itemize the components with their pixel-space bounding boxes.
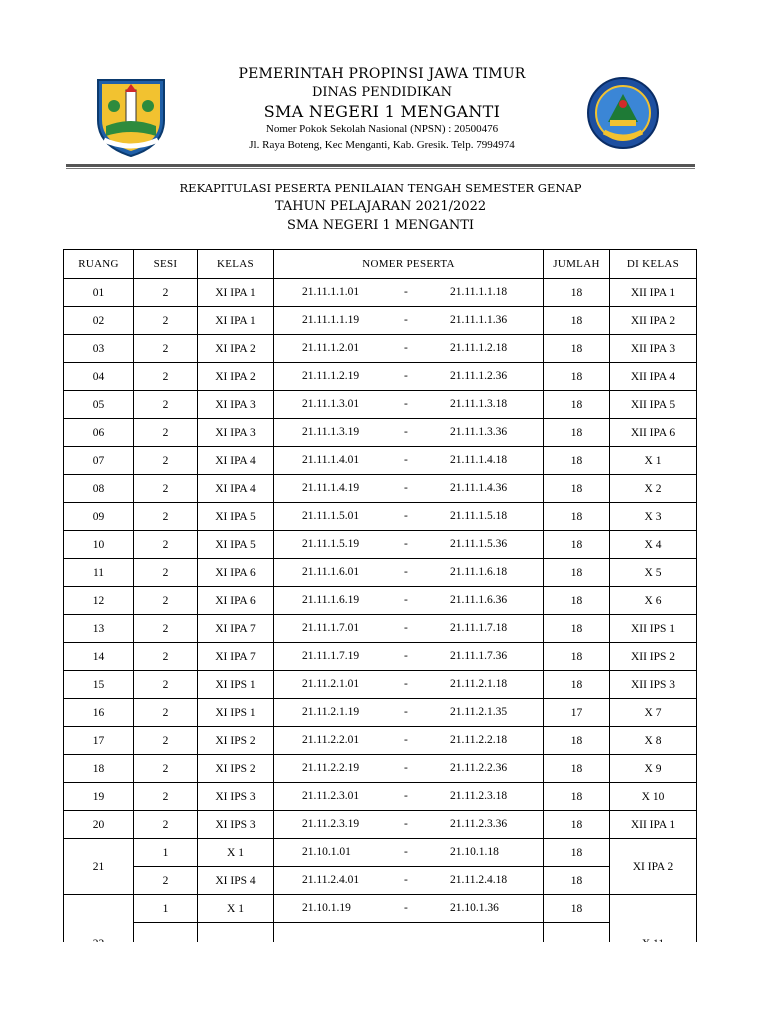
sesi-cell: 2 — [134, 391, 198, 419]
nomer-to: 21.11.1.2.18 — [450, 341, 508, 354]
nomer-peserta-cell — [274, 279, 544, 307]
nomer-from: 21.11.1.4.01 — [302, 453, 360, 466]
range-separator: - — [404, 817, 408, 830]
jumlah-cell: 18 — [544, 419, 610, 447]
jumlah-cell: 18 — [544, 839, 610, 867]
sesi-cell: 2 — [134, 363, 198, 391]
kelas-cell: XI IPA 4 — [198, 447, 274, 475]
nomer-from: 21.11.1.6.01 — [302, 565, 360, 578]
nomer-peserta-cell — [274, 755, 544, 783]
ruang-cell: 04 — [64, 363, 134, 391]
di-kelas-cell: XII IPA 6 — [610, 419, 697, 447]
nomer-peserta-cell — [274, 895, 544, 923]
kelas-cell: XI IPA 5 — [198, 531, 274, 559]
table-row — [64, 811, 697, 839]
table-row — [64, 419, 697, 447]
di-kelas-cell: XII IPS 2 — [610, 643, 697, 671]
nomer-to: 21.11.1.5.36 — [450, 537, 508, 550]
table-row — [64, 587, 697, 615]
di-kelas-cell: X 8 — [610, 727, 697, 755]
col-di-kelas: DI KELAS — [610, 250, 697, 279]
nomer-from: 21.11.2.2.01 — [302, 733, 360, 746]
nomer-to: 21.10.1.18 — [450, 845, 499, 858]
nomer-to: 21.11.1.1.18 — [450, 285, 508, 298]
table-row — [64, 447, 697, 475]
nomer-to: 21.11.1.7.18 — [450, 621, 508, 634]
range-separator: - — [404, 537, 408, 550]
range-separator: - — [404, 901, 408, 914]
range-separator: - — [404, 425, 408, 438]
nomer-from: 21.11.1.1.19 — [302, 313, 360, 326]
kelas-cell: XI IPA 5 — [198, 503, 274, 531]
di-kelas-cell: X 2 — [610, 475, 697, 503]
range-separator: - — [404, 705, 408, 718]
sesi-cell: 2 — [134, 447, 198, 475]
nomer-to: 21.11.2.1.18 — [450, 677, 508, 690]
sesi-cell: 2 — [134, 783, 198, 811]
sesi-cell: 1 — [134, 895, 198, 923]
jumlah-cell: 18 — [544, 587, 610, 615]
range-separator: - — [404, 369, 408, 382]
di-kelas-cell: X 3 — [610, 503, 697, 531]
kelas-cell: XI IPA 6 — [198, 559, 274, 587]
nomer-peserta-cell — [274, 615, 544, 643]
jumlah-cell: 18 — [544, 727, 610, 755]
jumlah-cell: 18 — [544, 307, 610, 335]
kelas-cell: XI IPA 7 — [198, 615, 274, 643]
kelas-cell: XI IPS 1 — [198, 671, 274, 699]
table-row — [64, 755, 697, 783]
jumlah-cell: 18 — [544, 643, 610, 671]
table-row — [64, 363, 697, 391]
nomer-from: 21.11.1.2.19 — [302, 369, 360, 382]
nomer-from: 21.11.1.5.19 — [302, 537, 360, 550]
nomer-peserta-cell — [274, 391, 544, 419]
kelas-cell: XI IPS 3 — [198, 811, 274, 839]
nomer-to: 21.11.1.1.36 — [450, 313, 508, 326]
sesi-cell: 2 — [134, 615, 198, 643]
table-row — [64, 699, 697, 727]
nomer-from: 21.11.2.4.01 — [302, 873, 360, 886]
ruang-cell: 12 — [64, 587, 134, 615]
table-row — [64, 335, 697, 363]
nomer-to: 21.11.2.4.18 — [450, 873, 508, 886]
jumlah-cell: 18 — [544, 531, 610, 559]
ruang-cell: 17 — [64, 727, 134, 755]
nomer-from: 21.11.1.1.01 — [302, 285, 360, 298]
ruang-cell: 20 — [64, 811, 134, 839]
nomer-to: 21.10.1.36 — [450, 901, 499, 914]
header-school-name: SMA NEGERI 1 MENGANTI — [263, 102, 501, 121]
range-separator: - — [404, 509, 408, 522]
range-separator: - — [404, 733, 408, 746]
ruang-cell: 16 — [64, 699, 134, 727]
nomer-from: 21.11.1.5.01 — [302, 509, 360, 522]
nomer-from: 21.11.2.3.01 — [302, 789, 360, 802]
kelas-cell: XI IPA 1 — [198, 307, 274, 335]
sesi-cell: 2 — [134, 755, 198, 783]
ruang-cell: 07 — [64, 447, 134, 475]
header-address: Jl. Raya Boteng, Kec Menganti, Kab. Gresik. Telp. 7994974 — [249, 139, 515, 151]
east-java-emblem-icon — [92, 76, 170, 158]
table-row — [64, 783, 697, 811]
nomer-from: 21.11.1.2.01 — [302, 341, 360, 354]
nomer-from: 21.10.1.01 — [302, 845, 351, 858]
header-divider-thin — [66, 168, 695, 169]
table-row — [64, 475, 697, 503]
nomer-peserta-cell — [274, 811, 544, 839]
nomer-to: 21.11.1.6.36 — [450, 593, 508, 606]
sesi-cell: 2 — [134, 307, 198, 335]
nomer-peserta-cell — [274, 643, 544, 671]
ruang-cell: 05 — [64, 391, 134, 419]
sesi-cell: 2 — [134, 643, 198, 671]
nomer-from: 21.11.1.4.19 — [302, 481, 360, 494]
ruang-cell: 11 — [64, 559, 134, 587]
nomer-peserta-cell — [274, 503, 544, 531]
ruang-cell: 08 — [64, 475, 134, 503]
nomer-peserta-cell — [274, 559, 544, 587]
ruang-cell: 10 — [64, 531, 134, 559]
nomer-peserta-cell — [274, 727, 544, 755]
di-kelas-cell: XII IPA 1 — [610, 279, 697, 307]
jumlah-cell: 18 — [544, 811, 610, 839]
table-row — [64, 307, 697, 335]
range-separator: - — [404, 789, 408, 802]
table-row — [64, 559, 697, 587]
kelas-cell: X 1 — [198, 895, 274, 923]
jumlah-cell: 18 — [544, 559, 610, 587]
school-emblem-icon — [586, 76, 660, 150]
ruang-cell: 01 — [64, 279, 134, 307]
nomer-to: 21.11.2.2.18 — [450, 733, 508, 746]
nomer-from: 21.11.2.1.19 — [302, 705, 360, 718]
page-bottom-margin — [0, 942, 768, 1024]
nomer-peserta-cell — [274, 335, 544, 363]
jumlah-cell: 18 — [544, 783, 610, 811]
document-year: TAHUN PELAJARAN 2021/2022 — [274, 199, 487, 214]
col-kelas: KELAS — [198, 250, 274, 279]
jumlah-cell: 18 — [544, 335, 610, 363]
nomer-to: 21.11.2.2.36 — [450, 761, 508, 774]
nomer-to: 21.11.1.6.18 — [450, 565, 508, 578]
range-separator: - — [404, 313, 408, 326]
range-separator: - — [404, 845, 408, 858]
kelas-cell: XI IPS 2 — [198, 755, 274, 783]
range-separator: - — [404, 481, 408, 494]
di-kelas-cell: XII IPS 1 — [610, 615, 697, 643]
di-kelas-cell: XII IPA 4 — [610, 363, 697, 391]
kelas-cell: XI IPA 7 — [198, 643, 274, 671]
table-row — [64, 867, 697, 895]
jumlah-cell: 18 — [544, 447, 610, 475]
jumlah-cell: 18 — [544, 391, 610, 419]
table-row — [64, 671, 697, 699]
di-kelas-cell: XII IPS 3 — [610, 671, 697, 699]
nomer-peserta-cell — [274, 307, 544, 335]
jumlah-cell: 18 — [544, 867, 610, 895]
sesi-cell: 2 — [134, 587, 198, 615]
nomer-peserta-cell — [274, 867, 544, 895]
di-kelas-cell: X 4 — [610, 531, 697, 559]
nomer-from: 21.11.1.3.19 — [302, 425, 360, 438]
participants-table — [63, 249, 697, 951]
nomer-from: 21.11.2.2.19 — [302, 761, 360, 774]
range-separator: - — [404, 677, 408, 690]
ruang-cell: 15 — [64, 671, 134, 699]
nomer-to: 21.11.1.2.36 — [450, 369, 508, 382]
jumlah-cell: 18 — [544, 503, 610, 531]
ruang-cell: 21 — [64, 839, 134, 895]
sesi-cell: 2 — [134, 671, 198, 699]
range-separator: - — [404, 649, 408, 662]
sesi-cell: 1 — [134, 839, 198, 867]
ruang-cell: 18 — [64, 755, 134, 783]
range-separator: - — [404, 621, 408, 634]
col-nomer-peserta: NOMER PESERTA — [274, 250, 544, 279]
range-separator: - — [404, 285, 408, 298]
ruang-cell: 06 — [64, 419, 134, 447]
kelas-cell: XI IPA 2 — [198, 363, 274, 391]
table-row — [64, 503, 697, 531]
table-row — [64, 279, 697, 307]
kelas-cell: XI IPA 4 — [198, 475, 274, 503]
range-separator: - — [404, 341, 408, 354]
nomer-to: 21.11.1.3.36 — [450, 425, 508, 438]
di-kelas-cell: X 6 — [610, 587, 697, 615]
sesi-cell: 2 — [134, 279, 198, 307]
nomer-to: 21.11.1.4.18 — [450, 453, 508, 466]
ruang-cell: 03 — [64, 335, 134, 363]
nomer-to: 21.11.1.7.36 — [450, 649, 508, 662]
nomer-peserta-cell — [274, 699, 544, 727]
kelas-cell: XI IPA 1 — [198, 279, 274, 307]
kelas-cell: XI IPS 3 — [198, 783, 274, 811]
di-kelas-cell: XII IPA 2 — [610, 307, 697, 335]
di-kelas-cell: X 1 — [610, 447, 697, 475]
table-row — [64, 391, 697, 419]
table-row — [64, 839, 697, 867]
nomer-from: 21.11.2.3.19 — [302, 817, 360, 830]
sesi-cell: 2 — [134, 503, 198, 531]
nomer-to: 21.11.1.5.18 — [450, 509, 508, 522]
ruang-cell: 19 — [64, 783, 134, 811]
kelas-cell: X 1 — [198, 839, 274, 867]
nomer-peserta-cell — [274, 475, 544, 503]
jumlah-cell: 18 — [544, 895, 610, 923]
table-row — [64, 615, 697, 643]
col-ruang: RUANG — [64, 250, 134, 279]
kelas-cell: XI IPA 6 — [198, 587, 274, 615]
di-kelas-cell: X 10 — [610, 783, 697, 811]
range-separator: - — [404, 397, 408, 410]
jumlah-cell: 18 — [544, 615, 610, 643]
di-kelas-cell: XII IPA 3 — [610, 335, 697, 363]
kelas-cell: XI IPA 3 — [198, 391, 274, 419]
nomer-peserta-cell — [274, 531, 544, 559]
nomer-to: 21.11.1.3.18 — [450, 397, 508, 410]
ruang-cell: 09 — [64, 503, 134, 531]
table-header-row — [64, 250, 697, 279]
sesi-cell: 2 — [134, 727, 198, 755]
nomer-to: 21.11.2.1.35 — [450, 705, 508, 718]
header-divider — [66, 164, 695, 167]
range-separator: - — [404, 593, 408, 606]
ruang-cell: 13 — [64, 615, 134, 643]
nomer-from: 21.11.1.3.01 — [302, 397, 360, 410]
nomer-peserta-cell — [274, 783, 544, 811]
kelas-cell: XI IPS 2 — [198, 727, 274, 755]
kelas-cell: XI IPA 2 — [198, 335, 274, 363]
table-row — [64, 531, 697, 559]
table-row — [64, 727, 697, 755]
nomer-from: 21.11.1.6.19 — [302, 593, 360, 606]
document-title: REKAPITULASI PESERTA PENILAIAN TENGAH SEMESTER GENAP — [179, 181, 582, 195]
kelas-cell: XI IPA 3 — [198, 419, 274, 447]
document-school: SMA NEGERI 1 MENGANTI — [286, 218, 475, 233]
di-kelas-cell: XII IPA 5 — [610, 391, 697, 419]
sesi-cell: 2 — [134, 699, 198, 727]
ruang-cell: 14 — [64, 643, 134, 671]
nomer-to: 21.11.2.3.36 — [450, 817, 508, 830]
di-kelas-cell: XII IPA 1 — [610, 811, 697, 839]
di-kelas-cell: XI IPA 2 — [610, 839, 697, 895]
range-separator: - — [404, 565, 408, 578]
kelas-cell: XI IPS 4 — [198, 867, 274, 895]
table-row — [64, 643, 697, 671]
nomer-peserta-cell — [274, 447, 544, 475]
di-kelas-cell: X 7 — [610, 699, 697, 727]
sesi-cell: 2 — [134, 531, 198, 559]
range-separator: - — [404, 761, 408, 774]
nomer-from: 21.11.1.7.01 — [302, 621, 360, 634]
sesi-cell: 2 — [134, 335, 198, 363]
nomer-to: 21.11.2.3.18 — [450, 789, 508, 802]
jumlah-cell: 18 — [544, 671, 610, 699]
jumlah-cell: 18 — [544, 475, 610, 503]
nomer-peserta-cell — [274, 587, 544, 615]
range-separator: - — [404, 873, 408, 886]
nomer-from: 21.11.2.1.01 — [302, 677, 360, 690]
range-separator: - — [404, 453, 408, 466]
di-kelas-cell: X 9 — [610, 755, 697, 783]
jumlah-cell: 18 — [544, 363, 610, 391]
sesi-cell: 2 — [134, 475, 198, 503]
di-kelas-cell: X 5 — [610, 559, 697, 587]
header-government: PEMERINTAH PROPINSI JAWA TIMUR — [238, 66, 526, 82]
col-sesi: SESI — [134, 250, 198, 279]
jumlah-cell: 17 — [544, 699, 610, 727]
sesi-cell: 2 — [134, 419, 198, 447]
sesi-cell: 2 — [134, 867, 198, 895]
nomer-peserta-cell — [274, 363, 544, 391]
sesi-cell: 2 — [134, 811, 198, 839]
jumlah-cell: 18 — [544, 755, 610, 783]
nomer-peserta-cell — [274, 839, 544, 867]
nomer-from: 21.10.1.19 — [302, 901, 351, 914]
nomer-peserta-cell — [274, 671, 544, 699]
nomer-peserta-cell — [274, 419, 544, 447]
header-npsn: Nomer Pokok Sekolah Nasional (NPSN) : 20500476 — [265, 123, 499, 135]
nomer-to: 21.11.1.4.36 — [450, 481, 508, 494]
header-department: DINAS PENDIDIKAN — [311, 85, 453, 100]
sesi-cell: 2 — [134, 559, 198, 587]
ruang-cell: 02 — [64, 307, 134, 335]
col-jumlah: JUMLAH — [544, 250, 610, 279]
nomer-from: 21.11.1.7.19 — [302, 649, 360, 662]
jumlah-cell: 18 — [544, 279, 610, 307]
table-row — [64, 895, 697, 923]
kelas-cell: XI IPS 1 — [198, 699, 274, 727]
